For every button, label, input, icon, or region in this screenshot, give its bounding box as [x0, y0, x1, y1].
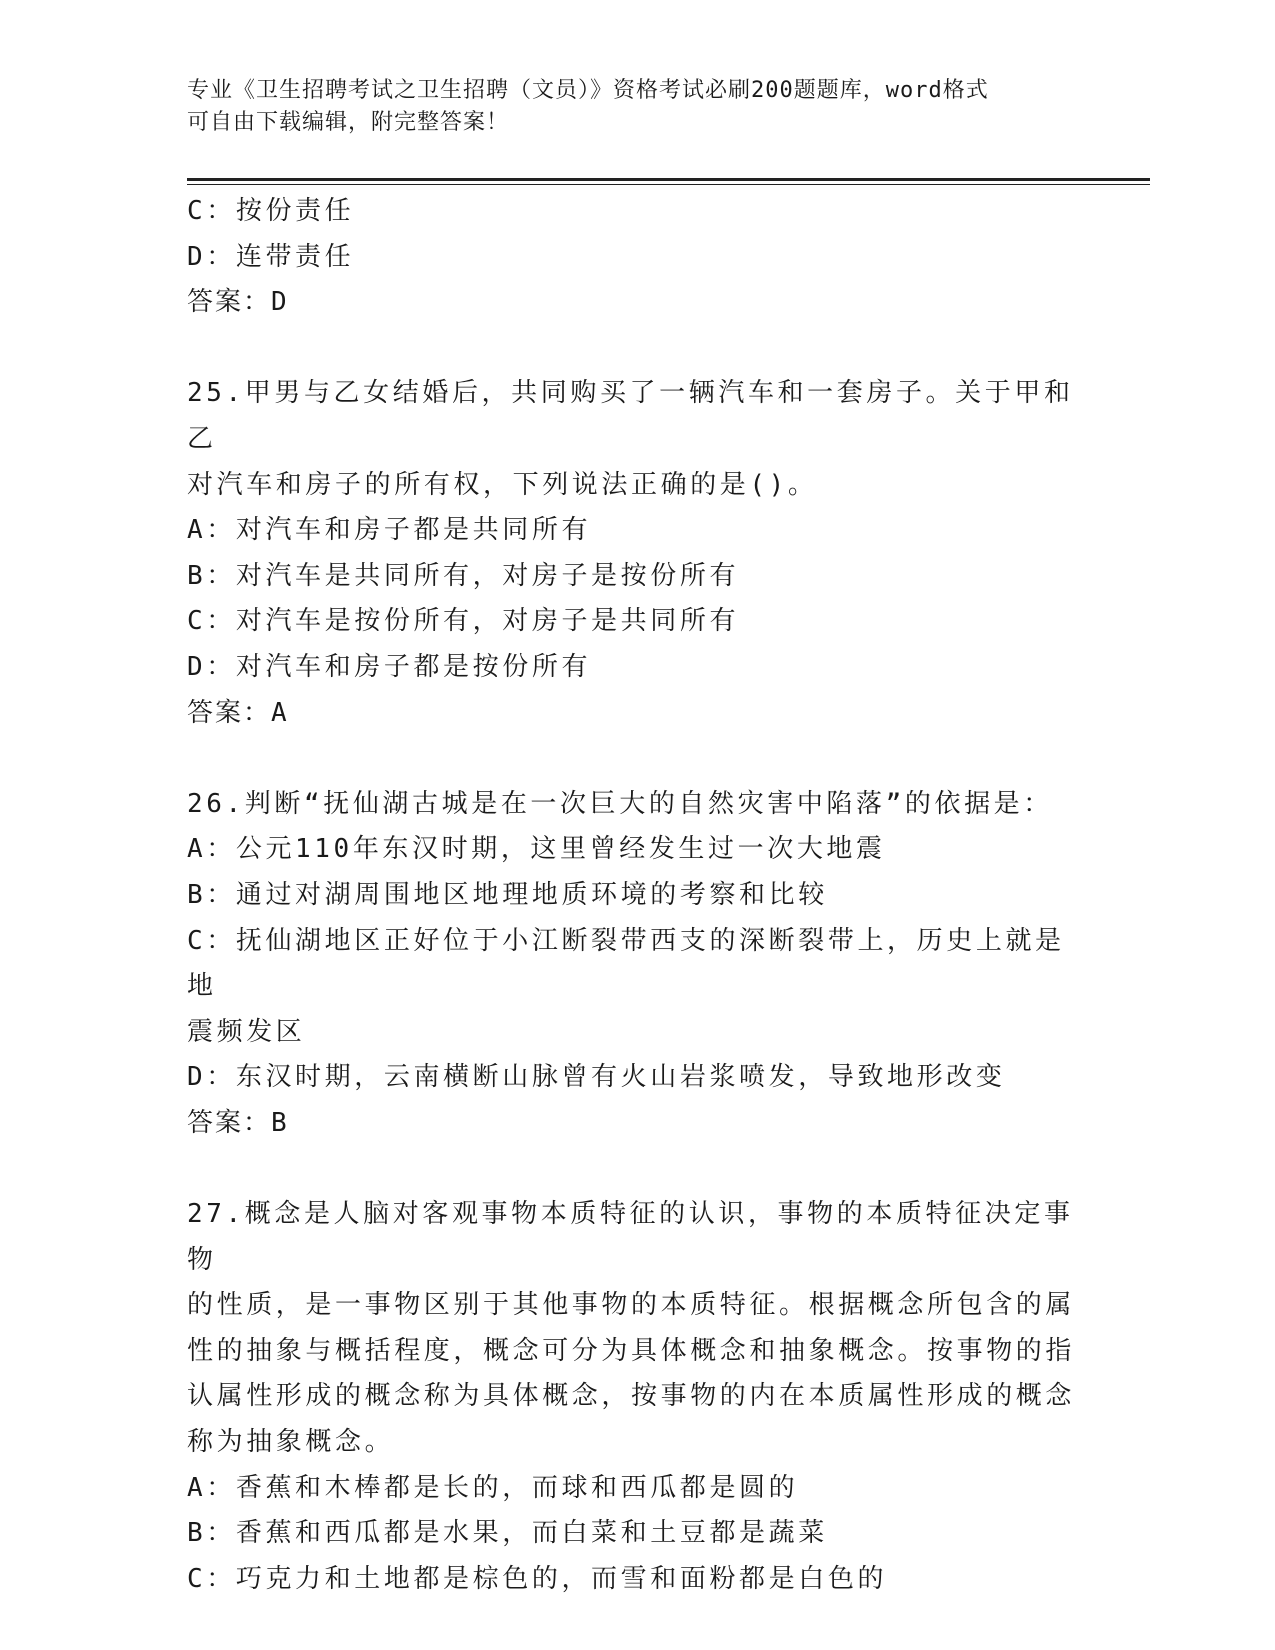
q27-stem-line-2: 的性质，是一事物区别于其他事物的本质特征。根据概念所包含的属	[187, 1290, 1076, 1321]
q25-option-a: A：对汽车和房子都是共同所有	[187, 515, 592, 546]
header-title-line-2: 可自由下载编辑，附完整答案！	[187, 110, 510, 135]
q24-option-c: C：按份责任	[187, 196, 355, 226]
spacer	[187, 736, 1087, 782]
document-header	[187, 75, 1067, 139]
spacer	[187, 326, 1087, 372]
q27-stem-line-5: 称为抽象概念。	[187, 1427, 395, 1458]
header-title-line-1: 专业《卫生招聘考试之卫生招聘（文员）》资格考试必刷200题题库，word格式	[187, 78, 989, 103]
q24-option-d: D：连带责任	[187, 241, 355, 272]
q25-answer: 答案：A	[187, 697, 289, 728]
q26-answer: 答案：B	[187, 1107, 289, 1138]
q25-stem-line-1: 25.甲男与乙女结婚后，共同购买了一辆汽车和一套房子。关于甲和乙	[187, 378, 1074, 454]
header-rule-thick	[187, 178, 1150, 181]
q27-stem-line-4: 认属性形成的概念称为具体概念，按事物的内在本质属性形成的概念	[187, 1381, 1076, 1412]
q27-stem-line-3: 性的抽象与概括程度，概念可分为具体概念和抽象概念。按事物的指	[187, 1335, 1076, 1366]
q26-option-d: D：东汉时期，云南横断山脉曾有火山岩浆喷发，导致地形改变	[187, 1062, 1006, 1093]
spacer	[187, 1146, 1087, 1192]
q27-option-c: C：巧克力和土地都是棕色的，而雪和面粉都是白色的	[187, 1563, 888, 1594]
q26-option-b: B：通过对湖周围地区地理地质环境的考察和比较	[187, 879, 828, 910]
q26-option-c-continued: 震频发区	[187, 1016, 306, 1047]
q25-option-c: C：对汽车是按份所有，对房子是共同所有	[187, 606, 740, 637]
question-content	[187, 189, 1087, 1602]
q25-option-b: B：对汽车是共同所有，对房子是按份所有	[187, 560, 740, 591]
q26-stem-line-1: 26.判断“抚仙湖古城是在一次巨大的自然灾害中陷落”的依据是：	[187, 788, 1053, 819]
q25-option-d: D：对汽车和房子都是按份所有	[187, 651, 592, 682]
q26-option-c: C：抚仙湖地区正好位于小江断裂带西支的深断裂带上，历史上就是地	[187, 925, 1065, 1002]
q26-option-a: A：公元110年东汉时期，这里曾经发生过一次大地震	[187, 834, 886, 865]
header-rule-thin	[187, 184, 1150, 185]
q25-stem-line-2: 对汽车和房子的所有权，下列说法正确的是()。	[187, 469, 818, 500]
q27-option-b: B：香蕉和西瓜都是水果，而白菜和土豆都是蔬菜	[187, 1518, 828, 1549]
q27-option-a: A：香蕉和木棒都是长的，而球和西瓜都是圆的	[187, 1472, 799, 1503]
q24-answer: 答案：D	[187, 287, 289, 318]
q27-stem-line-1: 27.概念是人脑对客观事物本质特征的认识，事物的本质特征决定事物	[187, 1199, 1074, 1275]
